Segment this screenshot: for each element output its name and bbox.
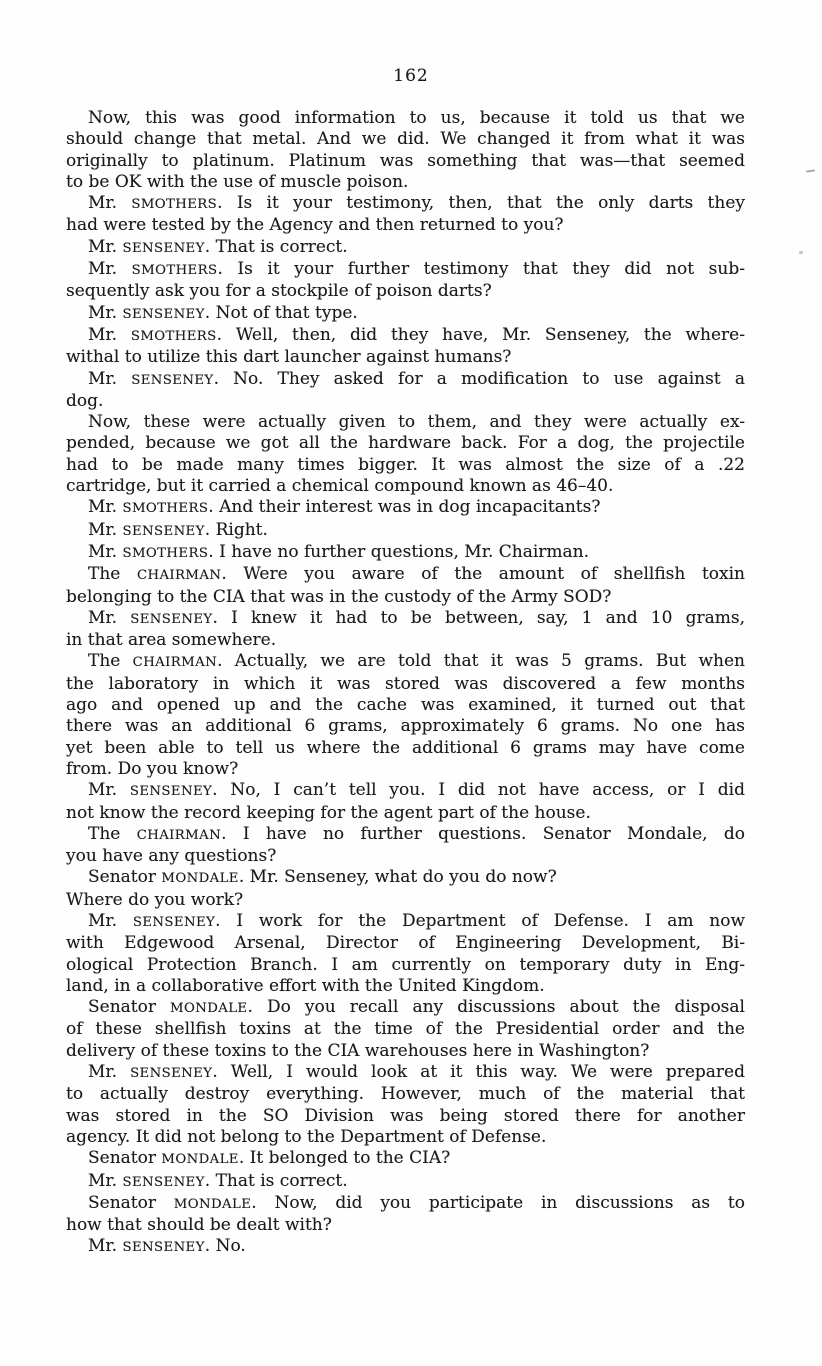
text-line: was stored in the SO Division was being stored there for another bbox=[66, 1105, 745, 1126]
text-line: Now, these were actually given to them, and they were actually ex- bbox=[88, 412, 745, 433]
speaker-name: SENSENEY bbox=[130, 1066, 213, 1082]
speaker-name: SMOTHERS bbox=[131, 197, 218, 213]
text-line: belonging to the CIA that was in the custody of the Army SOD? bbox=[66, 586, 612, 607]
paragraph bbox=[66, 1193, 745, 1237]
text-line: Mr. SENSENEY. Not of that type. bbox=[88, 302, 358, 323]
text-line: Mr. SMOTHERS. Well, then, did they have, Mr. Senseney, the where- bbox=[88, 324, 745, 345]
speaker-name: SMOTHERS bbox=[122, 501, 209, 517]
paragraph bbox=[66, 911, 745, 997]
speaker-name: SENSENEY bbox=[129, 784, 213, 800]
text-line: ago and opened up and the cache was examined, it turned out that bbox=[66, 695, 745, 716]
speaker-name: SENSENEY bbox=[131, 372, 214, 388]
text-line: withal to utilize this dart launcher against humans? bbox=[66, 347, 512, 368]
text-line: The CHAIRMAN. Actually, we are told that it was 5 grams. But when bbox=[88, 651, 745, 672]
speaker-name: MONDALE bbox=[161, 871, 239, 887]
text-line: originally to platinum. Platinum was something that was—that seemed bbox=[66, 150, 745, 171]
speaker-name: SENSENEY bbox=[122, 1174, 205, 1190]
scan-speck bbox=[806, 169, 815, 172]
text-line: to be OK with the use of muscle poison. bbox=[66, 171, 409, 192]
speaker-name: SENSENEY bbox=[122, 1240, 205, 1256]
text-line: you have any questions? bbox=[66, 846, 277, 867]
paragraph bbox=[66, 1062, 745, 1148]
paragraph bbox=[66, 259, 745, 303]
text-line: Mr. SENSENEY. That is correct. bbox=[88, 236, 348, 257]
text-line: Mr. SENSENEY. I work for the Department of Defense. I am now bbox=[88, 910, 745, 931]
text-line: Senator MONDALE. It belonged to the CIA? bbox=[88, 1148, 451, 1169]
text-line: of these shellfish toxins at the time of the Presidential order and the bbox=[66, 1019, 745, 1040]
paragraph bbox=[66, 824, 745, 868]
text-line: Mr. SENSENEY. Well, I would look at it this way. We were prepared bbox=[88, 1062, 745, 1083]
speaker-name: MONDALE bbox=[173, 1196, 252, 1212]
text-line: with Edgewood Arsenal, Director of Engineering Development, Bi- bbox=[66, 933, 745, 954]
paragraph bbox=[66, 193, 745, 237]
speaker-name: SMOTHERS bbox=[122, 545, 209, 561]
speaker-name: SENSENEY bbox=[122, 306, 205, 322]
text-line: Mr. SENSENEY. No, I can’t tell you. I did not have access, or I did bbox=[88, 780, 745, 801]
paragraph bbox=[66, 867, 745, 889]
speaker-name: SMOTHERS bbox=[131, 263, 218, 279]
text-line: The CHAIRMAN. I have no further questions. Senator Mondale, do bbox=[88, 823, 746, 844]
text-line: Mr. SMOTHERS. Is it your testimony, then, that the only darts they bbox=[88, 193, 745, 214]
paragraph bbox=[66, 564, 745, 608]
speaker-name: CHAIRMAN bbox=[132, 655, 218, 671]
speaker-name: SMOTHERS bbox=[130, 328, 217, 344]
speaker-name: SENSENEY bbox=[122, 523, 205, 539]
text-line: sequently ask you for a stockpile of poison darts? bbox=[66, 281, 492, 302]
text-line: agency. It did not belong to the Department of Defense. bbox=[66, 1126, 547, 1147]
paragraph bbox=[66, 412, 745, 497]
text-line: pended, because we got all the hardware back. For a dog, the projectile bbox=[66, 433, 745, 454]
paragraph bbox=[66, 303, 745, 325]
text-line: Mr. SENSENEY. Right. bbox=[88, 519, 268, 540]
text-line: had were tested by the Agency and then returned to you? bbox=[66, 215, 564, 236]
text-line: Mr. SMOTHERS. Is it your further testimony that they did not sub- bbox=[88, 259, 745, 280]
paragraph bbox=[66, 1171, 745, 1193]
page-number: 162 bbox=[393, 66, 429, 86]
page-body bbox=[66, 108, 745, 1259]
paragraph bbox=[66, 520, 745, 542]
text-line: the laboratory in which it was stored was discovered a few months bbox=[66, 673, 745, 694]
text-line: Mr. SENSENEY. I knew it had to be between, say, 1 and 10 grams, bbox=[88, 607, 745, 628]
text-line: Senator MONDALE. Mr. Senseney, what do you do now? bbox=[88, 867, 557, 888]
paragraph bbox=[66, 497, 745, 519]
text-line: Mr. SMOTHERS. And their interest was in dog incapacitants? bbox=[88, 497, 601, 518]
paragraph bbox=[66, 542, 745, 564]
text-line: there was an additional 6 grams, approximately 6 grams. No one has bbox=[66, 716, 745, 737]
speaker-name: CHAIRMAN bbox=[136, 827, 222, 843]
paragraph bbox=[66, 608, 745, 652]
text-line: Where do you work? bbox=[66, 889, 244, 910]
paragraph bbox=[66, 237, 745, 259]
text-line: should change that metal. And we did. We changed it from what it was bbox=[66, 129, 745, 150]
speaker-name: SENSENEY bbox=[132, 914, 216, 930]
text-line: Mr. SENSENEY. That is correct. bbox=[88, 1170, 348, 1191]
paragraph bbox=[66, 1148, 745, 1170]
text-line: land, in a collaborative effort with the United Kingdom. bbox=[66, 975, 545, 996]
paragraph bbox=[66, 651, 745, 780]
text-line: Now, this was good information to us, because it told us that we bbox=[88, 108, 745, 128]
text-line: had to be made many times bigger. It was almost the size of a .22 bbox=[66, 454, 745, 475]
speaker-name: SENSENEY bbox=[122, 240, 205, 256]
text-line: dog. bbox=[66, 390, 104, 411]
text-line: Mr. SMOTHERS. I have no further questions, Mr. Chairman. bbox=[88, 541, 590, 562]
speaker-name: SENSENEY bbox=[130, 611, 213, 627]
paragraph bbox=[66, 997, 745, 1062]
speaker-name: MONDALE bbox=[161, 1152, 239, 1168]
text-line: to actually destroy everything. However, much of the material that bbox=[66, 1084, 745, 1105]
scan-speck bbox=[799, 251, 803, 254]
text-line: in that area somewhere. bbox=[66, 630, 277, 651]
paragraph bbox=[66, 108, 745, 193]
text-line: how that should be dealt with? bbox=[66, 1215, 332, 1236]
text-line: cartridge, but it carried a chemical compound known as 46–40. bbox=[66, 476, 614, 497]
text-line: ological Protection Branch. I am currently on temporary duty in Eng- bbox=[66, 954, 745, 975]
text-line: The CHAIRMAN. Were you aware of the amount of shellfish toxin bbox=[88, 564, 745, 585]
text-line: yet been able to tell us where the additional 6 grams may have come bbox=[66, 737, 745, 758]
text-line: delivery of these toxins to the CIA warehouses here in Washington? bbox=[66, 1040, 650, 1061]
text-line: not know the record keeping for the agent part of the house. bbox=[66, 802, 591, 823]
text-line: from. Do you know? bbox=[66, 758, 239, 779]
paragraph bbox=[66, 369, 745, 413]
paragraph bbox=[66, 325, 745, 369]
paragraph bbox=[66, 890, 745, 911]
speaker-name: MONDALE bbox=[170, 1001, 248, 1017]
paragraph bbox=[66, 780, 745, 824]
text-line: Senator MONDALE. Now, did you participate in discussions as to bbox=[88, 1192, 746, 1213]
paragraph bbox=[66, 1236, 745, 1258]
text-line: Mr. SENSENEY. No. They asked for a modification to use against a bbox=[88, 368, 745, 389]
speaker-name: CHAIRMAN bbox=[136, 568, 222, 584]
text-line: Mr. SENSENEY. No. bbox=[88, 1236, 246, 1257]
text-line: Senator MONDALE. Do you recall any discussions about the disposal bbox=[88, 997, 745, 1018]
